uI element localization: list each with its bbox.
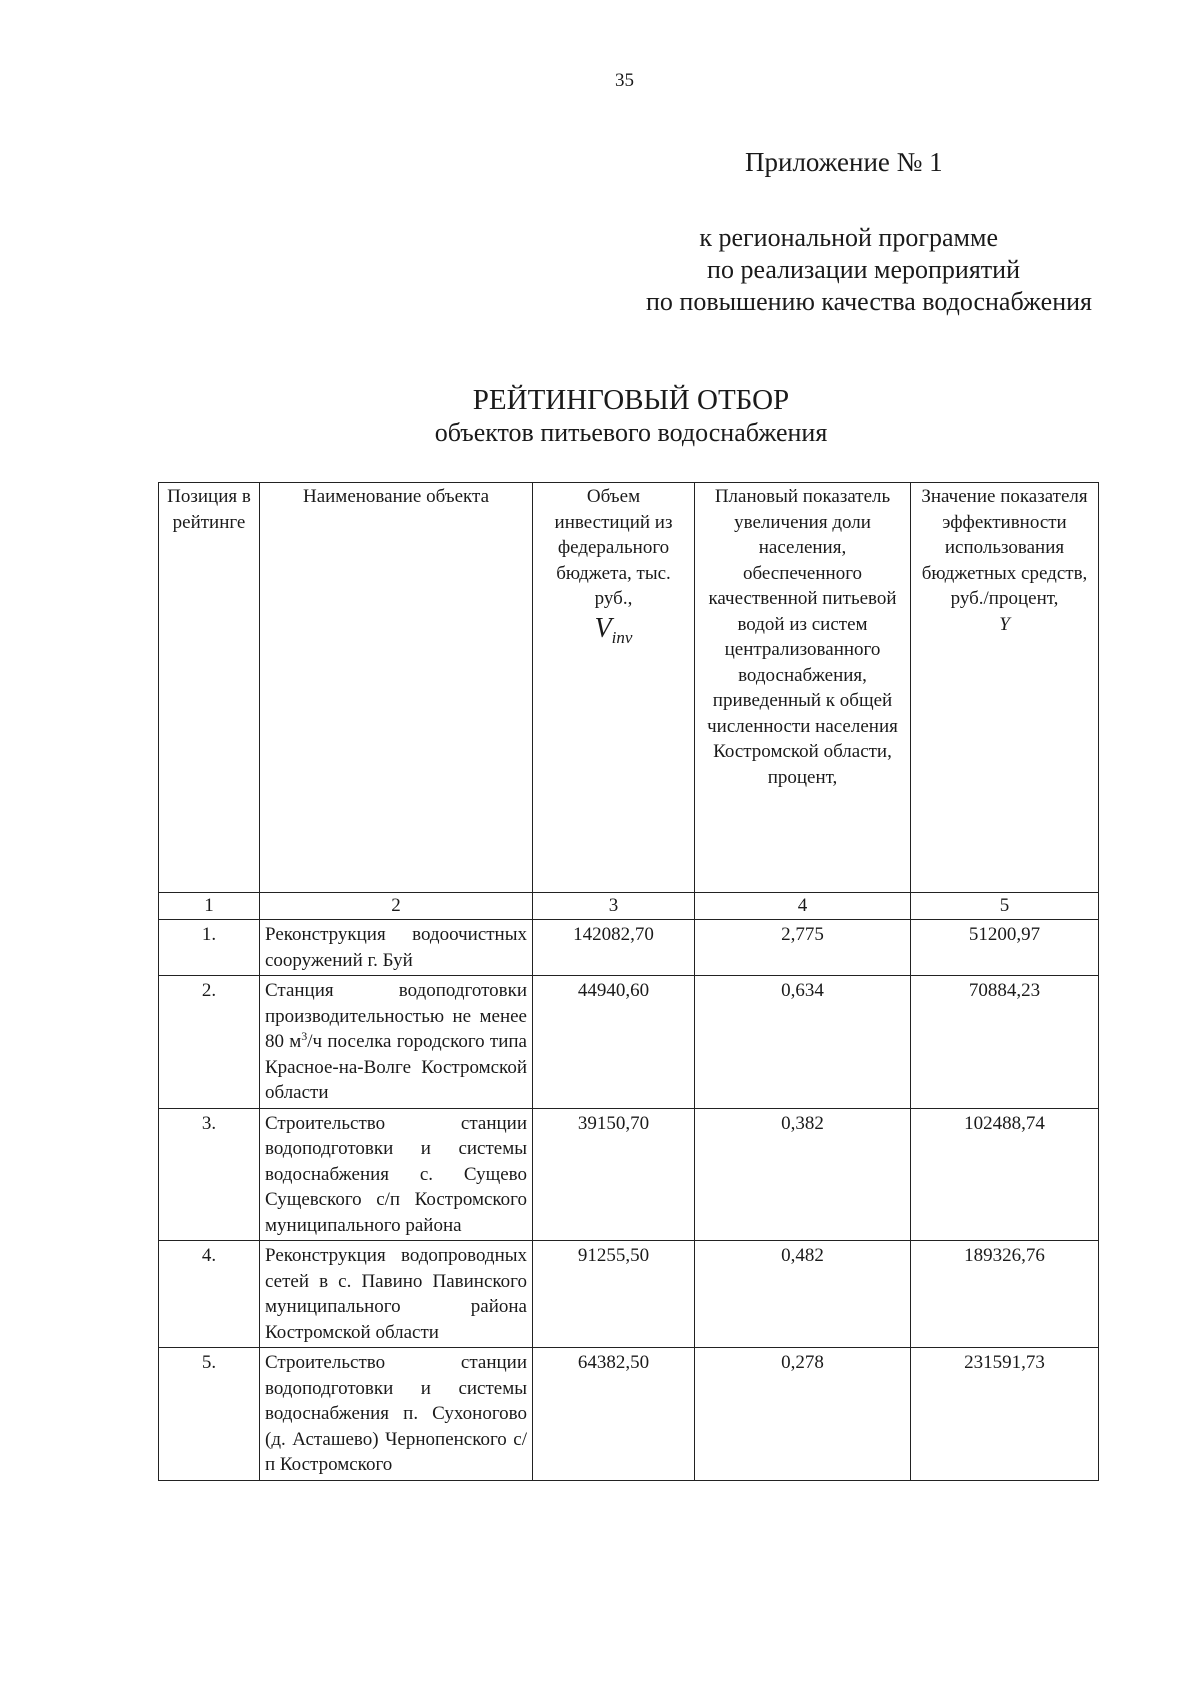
row-investment: 64382,50 [533, 1348, 695, 1481]
appendix-subtitle-line: к региональной программе [699, 223, 998, 252]
row-indicator: 2,775 [695, 920, 911, 976]
row-efficiency: 70884,23 [911, 976, 1099, 1109]
investment-symbol: $V_{inv}$ [594, 612, 633, 647]
row-investment: 39150,70 [533, 1108, 695, 1241]
row-investment: 142082,70 [533, 920, 695, 976]
row-indicator: 0,634 [695, 976, 911, 1109]
row-investment: 91255,50 [533, 1241, 695, 1348]
table-row [159, 1241, 1099, 1348]
column-number: 2 [260, 893, 533, 920]
appendix-subtitle [492, 222, 1092, 318]
appendix-title: Приложение № 1 [745, 147, 943, 177]
appendix-subtitle-line: по реализации мероприятий [707, 255, 1020, 284]
document-title: РЕЙТИНГОВЫЙ ОТБОР [472, 384, 790, 416]
column-number: 1 [159, 893, 260, 920]
header-indicator: Плановый показатель увеличения доли населения, обеспеченного качественной питьевой водой из систем централизованного водоснабжения, приведенный к общей численности населения Костромской области, процент, [695, 483, 911, 893]
document-subtitle: объектов питьевого водоснабжения [434, 418, 828, 447]
row-object-name: Реконструкция водоочистных сооружений г. Буй [260, 920, 533, 976]
row-indicator: 0,382 [695, 1108, 911, 1241]
row-position: 4. [159, 1241, 260, 1348]
table-row [159, 920, 1099, 976]
header-position: Позиция в рейтинге [159, 483, 260, 893]
table-row [159, 1348, 1099, 1481]
header-investment: Объем инвестиций из федерального бюджета, тыс. руб., $V_{inv}$ [533, 483, 695, 893]
table-row [159, 1108, 1099, 1241]
row-object-name: Станция водоподготовки производительностью не менее 80 $м^3/ч$ поселка городского типа Красное-на-Волге Костромской области [260, 976, 533, 1109]
row-position: 5. [159, 1348, 260, 1481]
row-efficiency: 51200,97 [911, 920, 1099, 976]
appendix-subtitle-line: по повышению качества водоснабжения [645, 287, 1092, 316]
rating-table [158, 482, 1099, 1481]
column-number: 3 [533, 893, 695, 920]
header-efficiency: Значение показателя эффективности использования бюджетных средств, руб./процент, Y [911, 483, 1099, 893]
row-indicator: 0,278 [695, 1348, 911, 1481]
table-header-row [159, 483, 1099, 893]
row-efficiency: 189326,76 [911, 1241, 1099, 1348]
row-investment: 44940,60 [533, 976, 695, 1109]
column-number-row [159, 893, 1099, 920]
row-object-name: Реконструкция водопроводных сетей в с. Павино Павинского муниципального района Костромской области [260, 1241, 533, 1348]
row-position: 2. [159, 976, 260, 1109]
row-position: 1. [159, 920, 260, 976]
column-number: 5 [911, 893, 1099, 920]
row-indicator: 0,482 [695, 1241, 911, 1348]
row-efficiency: 231591,73 [911, 1348, 1099, 1481]
row-object-name: Строительство станции водоподготовки и системы водоснабжения с. Сущево Сущевского с/п Костромского муниципального района [260, 1108, 533, 1241]
page-number: 35 [615, 70, 634, 91]
row-efficiency: 102488,74 [911, 1108, 1099, 1241]
row-position: 3. [159, 1108, 260, 1241]
row-object-name: Строительство станции водоподготовки и системы водоснабжения п. Сухоногово (д. Асташево) Чернопенского с/п Костромского [260, 1348, 533, 1481]
column-number: 4 [695, 893, 911, 920]
efficiency-symbol: Y [999, 613, 1010, 635]
table-row [159, 976, 1099, 1109]
header-name: Наименование объекта [260, 483, 533, 893]
